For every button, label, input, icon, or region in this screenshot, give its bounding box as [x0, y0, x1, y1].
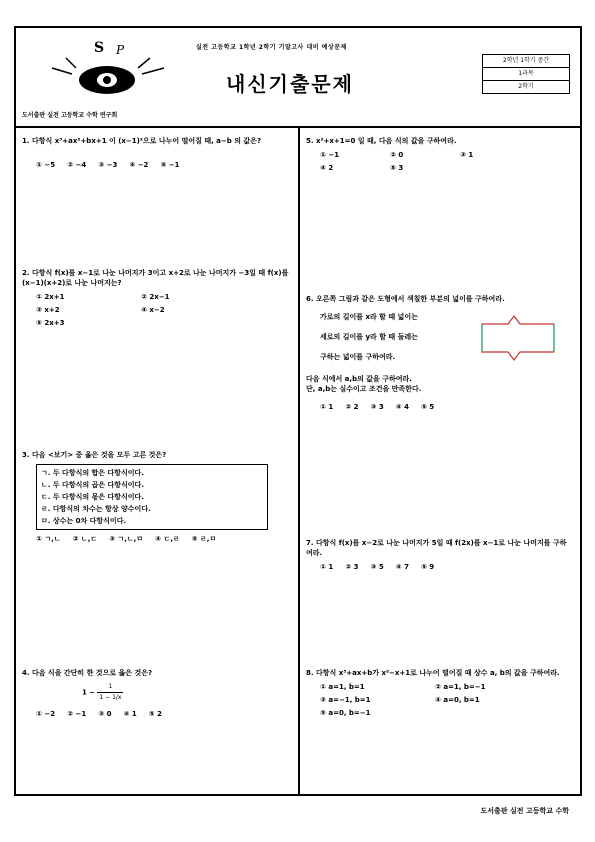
info-row: 2학기: [518, 83, 534, 90]
figure-area: [306, 310, 568, 372]
choice[interactable]: ② 2: [345, 403, 359, 411]
choices: [36, 292, 236, 328]
question-8: [306, 668, 568, 718]
bogi-item: ㄴ. 두 다항식의 곱은 다항식이다.: [41, 481, 144, 489]
choice[interactable]: ④ −2: [129, 161, 149, 169]
question-stem: 2. 다항식 f(x)를 x−1로 나눈 나머지가 3이고 x+2로 나눈 나머지가 −3일 때 f(x)를 (x−1)(x+2)로 나눈 나머지는?: [22, 269, 289, 287]
choice[interactable]: ② −1: [67, 710, 87, 718]
choice[interactable]: ③ ㄱ,ㄴ,ㅁ: [109, 535, 144, 543]
school-name: 도서출판 실전 고등학교 수학 연구회: [22, 112, 118, 119]
header-top-line: 실전 고등학교 1학년 2학기 기말고사 대비 예상문제: [196, 44, 347, 51]
choice[interactable]: ① 1: [320, 403, 334, 411]
info-row: 2학년 1학기 중간: [483, 55, 569, 68]
choice[interactable]: ③ x+2: [36, 306, 60, 314]
choice[interactable]: ① −5: [36, 161, 56, 169]
choice[interactable]: ① 2x+1: [36, 293, 65, 301]
choices: [36, 534, 290, 544]
question-7: [306, 538, 568, 572]
choice[interactable]: ③ 5: [370, 563, 384, 571]
question-4: [22, 668, 290, 719]
choice[interactable]: ④ 7: [395, 563, 409, 571]
choice[interactable]: ② 3: [345, 563, 359, 571]
choice[interactable]: ② 2x−1: [141, 293, 170, 301]
choice[interactable]: ③ 1: [460, 151, 474, 159]
choice[interactable]: ③ 0: [98, 710, 112, 718]
bogi-item: ㄹ. 다항식의 차수는 항상 양수이다.: [41, 505, 151, 513]
page-footer: 도서출판 실전 고등학교 수학: [480, 807, 569, 815]
question-stem: 6. 오른쪽 그림과 같은 도형에서 색칠한 부분의 넓이를 구하여라.: [306, 295, 505, 303]
choices: [320, 562, 568, 572]
choices: [320, 150, 520, 173]
question-3: [22, 450, 290, 544]
svg-text:S: S: [94, 40, 105, 56]
choice[interactable]: ⑤ ㄹ,ㅁ: [191, 535, 217, 543]
question-stem: 8. 다항식 x³+ax+b가 x²−x+1로 나누어 떨어질 때 상수 a, b의 값을 구하여라.: [306, 669, 560, 677]
choice[interactable]: ① ㄱ,ㄴ: [36, 535, 61, 543]
choice[interactable]: ⑤ −1: [160, 161, 180, 169]
page-title: 내신기출문제: [226, 72, 354, 96]
choice[interactable]: ③ a=−1, b=1: [320, 696, 371, 704]
exam-sheet: [14, 26, 582, 796]
choice[interactable]: ② ㄴ,ㄷ: [72, 535, 98, 543]
choices: [320, 402, 568, 412]
exam-header: [16, 28, 580, 128]
choice[interactable]: ③ −3: [98, 161, 118, 169]
bogi-item: ㄷ. 두 다항식의 몫은 다항식이다.: [41, 493, 144, 501]
question-1: [22, 136, 290, 170]
nested-fraction: 1 − $\frac{1}{1 - 1/x}$: [82, 683, 122, 701]
text-line: 구하는 넓이를 구하여라.: [320, 353, 396, 361]
choice[interactable]: ④ ㄷ,ㄹ: [155, 535, 180, 543]
question-stem: 4. 다음 식을 간단히 한 것으로 옳은 것은?: [22, 669, 153, 677]
choices: [320, 682, 540, 718]
question-5: [306, 136, 568, 173]
text-line: 세로의 길이를 y라 할 때 둘레는: [320, 333, 418, 341]
choice[interactable]: ④ x−2: [141, 306, 165, 314]
choice[interactable]: ⑤ 2: [148, 710, 162, 718]
text-line: 가로의 길이를 x라 할 때 넓이는: [320, 313, 418, 321]
choice[interactable]: ⑤ 9: [420, 563, 435, 571]
bogi-box: [36, 464, 268, 530]
choice[interactable]: ⑤ 2x+3: [36, 319, 65, 327]
choice[interactable]: ④ 4: [395, 403, 409, 411]
text-line: 다음 식에서 a,b의 값을 구하여라.: [306, 375, 412, 383]
choice[interactable]: ⑤ a=0, b=−1: [320, 709, 371, 717]
choice[interactable]: ① a=1, b=1: [320, 683, 365, 691]
choice[interactable]: ④ a=0, b=1: [435, 696, 480, 704]
question-6: [306, 294, 568, 412]
choice[interactable]: ② 0: [390, 151, 404, 159]
info-box: [482, 54, 570, 94]
question-stem: 7. 다항식 f(x)를 x−2로 나눈 나머지가 5일 때 f(2x)를 x−1로 나눈 나머지를 구하여라.: [306, 539, 567, 557]
text-line: 단, a,b는 실수이고 조건을 만족한다.: [306, 385, 422, 393]
svg-text:P: P: [116, 43, 125, 57]
choice[interactable]: ① −1: [320, 151, 340, 159]
choice[interactable]: ③ 3: [370, 403, 384, 411]
choice[interactable]: ② −4: [67, 161, 87, 169]
info-row: 1과목: [483, 68, 569, 81]
logo-eye-icon: [32, 38, 182, 108]
question-2: [22, 268, 290, 328]
choice[interactable]: ② a=1, b=−1: [435, 683, 486, 691]
column-divider: [298, 128, 300, 796]
choices: [36, 709, 290, 719]
choice[interactable]: ① −2: [36, 710, 56, 718]
choices: [36, 160, 290, 170]
bogi-item: ㄱ. 두 다항식의 합은 다항식이다.: [41, 469, 144, 477]
question-stem: 5. x²+x+1=0 일 때, 다음 식의 값을 구하여라.: [306, 137, 457, 145]
shape-figure-icon: [478, 310, 558, 366]
bogi-item: ㅁ. 상수는 0차 다항식이다.: [41, 517, 127, 525]
choice[interactable]: ④ 2: [320, 164, 334, 172]
question-stem: 3. 다음 <보기> 중 옳은 것을 모두 고른 것은?: [22, 451, 167, 459]
choice[interactable]: ④ 1: [123, 710, 137, 718]
choice[interactable]: ⑤ 5: [420, 403, 435, 411]
question-stem: 1. 다항식 x³+ax²+bx+1 이 (x−1)²으로 나누어 떨어질 때, a−b 의 값은?: [22, 137, 262, 145]
choice[interactable]: ⑤ 3: [390, 164, 404, 172]
choice[interactable]: ① 1: [320, 563, 334, 571]
